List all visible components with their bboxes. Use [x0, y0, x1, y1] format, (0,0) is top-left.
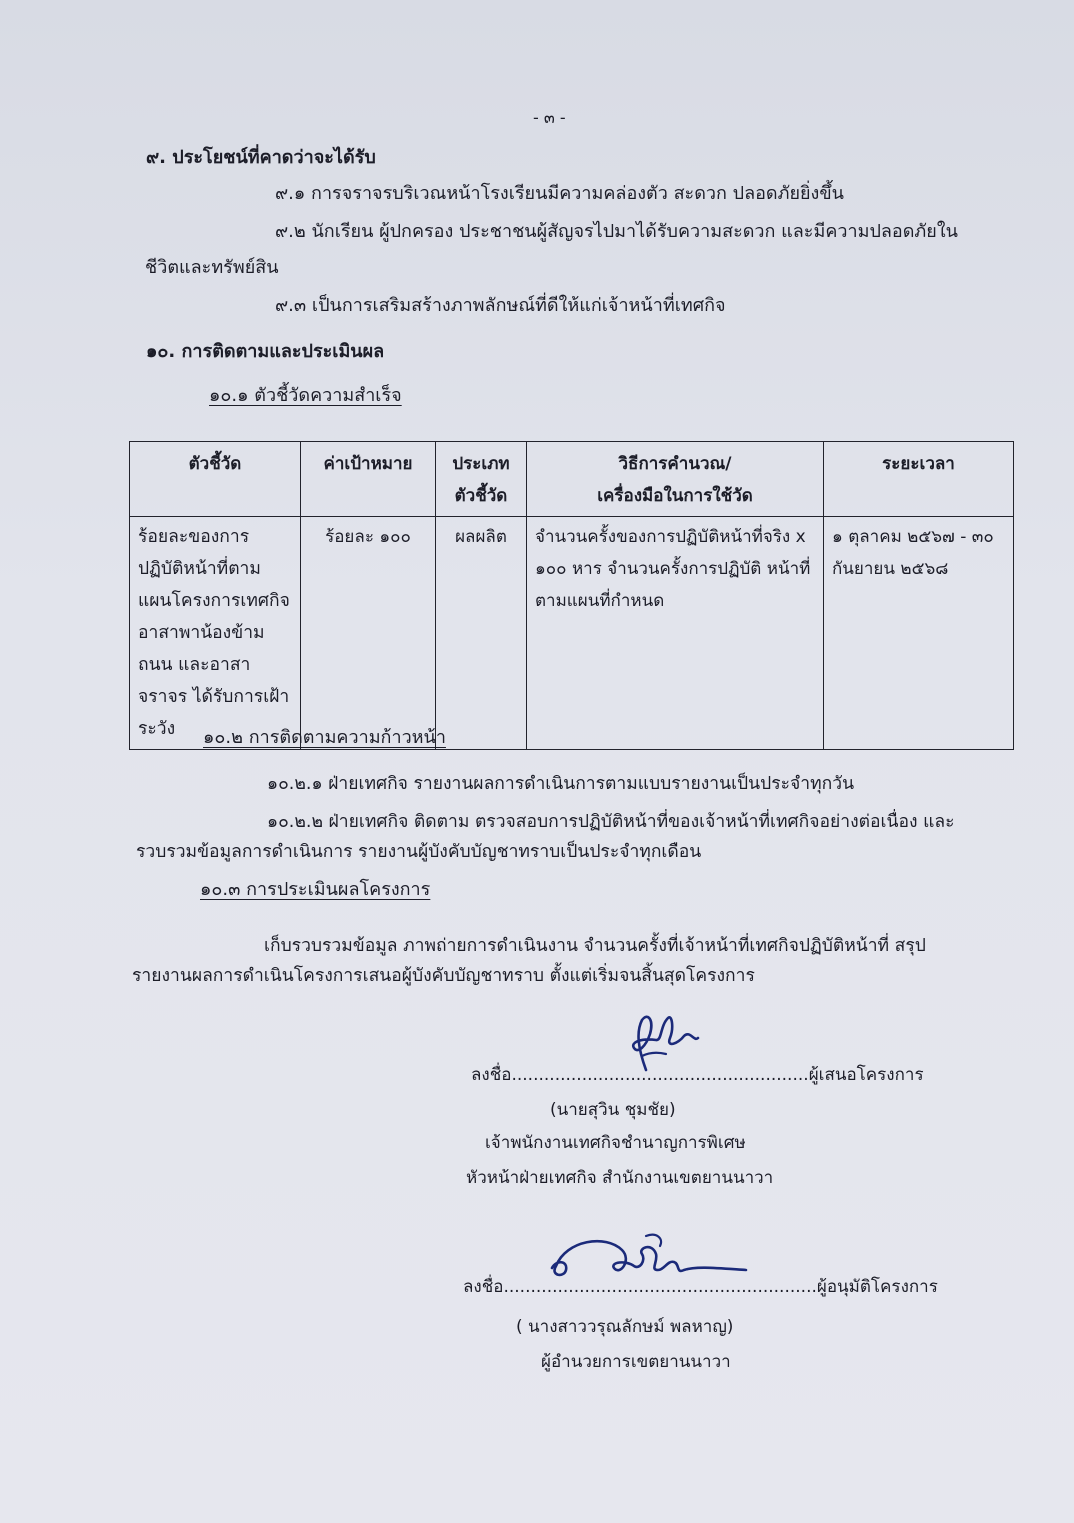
signature1-position2: หัวหน้าฝ่ายเทศกิจ สำนักงานเขตยานนาวา	[466, 1168, 774, 1188]
table-row	[130, 517, 1014, 750]
cell-indicator: ร้อยละของการ ปฏิบัติหน้าที่ตาม แผนโครงการเทศกิจ อาสาพาน้องข้ามถนน และอาสาจราจร ได้รับการเฝ้าระวัง	[130, 517, 301, 750]
signature1-role: ผู้เสนอโครงการ	[808, 1065, 924, 1085]
handwritten-signature-2	[546, 1230, 756, 1290]
indicator-table	[129, 441, 1014, 750]
header-duration: ระยะเวลา	[824, 442, 1014, 517]
signature2-role: ผู้อนุมัติโครงการ	[816, 1277, 938, 1297]
cell-indicator-type: ผลผลิต	[436, 517, 527, 750]
table-header-row	[130, 442, 1014, 517]
subsection-10-2-item2-line1: ๑๐.๒.๒ ฝ่ายเทศกิจ ติดตาม ตรวจสอบการปฏิบัติหน้าที่ของเจ้าหน้าที่เทศกิจอย่างต่อเนื่อง และ	[267, 812, 955, 832]
header-target: ค่าเป้าหมาย	[301, 442, 436, 517]
handwritten-signature-1	[608, 1008, 718, 1078]
header-indicator: ตัวชี้วัด	[130, 442, 301, 517]
header-calculation-method: วิธีการคำนวณ/ เครื่องมือในการใช้วัด	[527, 442, 824, 517]
cell-duration: ๑ ตุลาคม ๒๕๖๗ - ๓๐ กันยายน ๒๕๖๘	[824, 517, 1014, 750]
cell-target: ร้อยละ ๑๐๐	[301, 517, 436, 750]
signature2-label: ลงชื่อ..........................................................	[463, 1277, 817, 1297]
header-indicator-type: ประเภท ตัวชี้วัด	[436, 442, 527, 517]
signature1-name: (นายสุวิน ชุมชัย)	[550, 1100, 676, 1120]
section9-item2-line1: ๙.๒ นักเรียน ผู้ปกครอง ประชาชนผู้สัญจรไปมาได้รับความสะดวก และมีความปลอดภัยใน	[275, 221, 958, 242]
signature1-label: ลงชื่อ.......................................................	[471, 1065, 809, 1085]
subsection-10-3-title: ๑๐.๓ การประเมินผลโครงการ	[200, 879, 431, 900]
signature2-position1: ผู้อำนวยการเขตยานนาวา	[541, 1352, 731, 1372]
subsection-10-2-title: ๑๐.๒ การติดตามความก้าวหน้า	[203, 727, 446, 748]
cell-calculation-method: จำนวนครั้งของการปฏิบัติหน้าที่จริง x ๑๐๐ หาร จำนวนครั้งการปฏิบัติ หน้าที่ตามแผนที่กำหนด	[527, 517, 824, 750]
subsection-10-3-line1: เก็บรวบรวมข้อมูล ภาพถ่ายการดำเนินงาน จำนวนครั้งที่เจ้าหน้าที่เทศกิจปฏิบัติหน้าที่ สรุป	[264, 936, 926, 956]
subsection-10-1-title: ๑๐.๑ ตัวชี้วัดความสำเร็จ	[209, 385, 402, 406]
subsection-10-2-item2-line2: รวบรวมข้อมูลการดำเนินการ รายงานผู้บังคับบัญชาทราบเป็นประจำทุกเดือน	[136, 842, 702, 862]
subsection-10-3-line2: รายงานผลการดำเนินโครงการเสนอผู้บังคับบัญชาทราบ ตั้งแต่เริ่มจนสิ้นสุดโครงการ	[132, 966, 755, 986]
section10-heading: ๑๐. การติดตามและประเมินผล	[146, 341, 385, 362]
subsection-10-2-item1: ๑๐.๒.๑ ฝ่ายเทศกิจ รายงานผลการดำเนินการตามแบบรายงานเป็นประจำทุกวัน	[267, 774, 855, 794]
section9-item3: ๙.๓ เป็นการเสริมสร้างภาพลักษณ์ที่ดีให้แก่เจ้าหน้าที่เทศกิจ	[275, 295, 726, 316]
section9-heading: ๙. ประโยชน์ที่คาดว่าจะได้รับ	[146, 147, 376, 168]
signature1-position1: เจ้าพนักงานเทศกิจชำนาญการพิเศษ	[485, 1133, 746, 1153]
signature2-name: ( นางสาววรุณลักษม์ พลหาญ)	[516, 1317, 734, 1337]
page-number: - ๓ -	[533, 108, 566, 127]
section9-item2-line2: ชีวิตและทรัพย์สิน	[145, 257, 279, 278]
section9-item1: ๙.๑ การจราจรบริเวณหน้าโรงเรียนมีความคล่องตัว สะดวก ปลอดภัยยิ่งขึ้น	[275, 183, 844, 204]
